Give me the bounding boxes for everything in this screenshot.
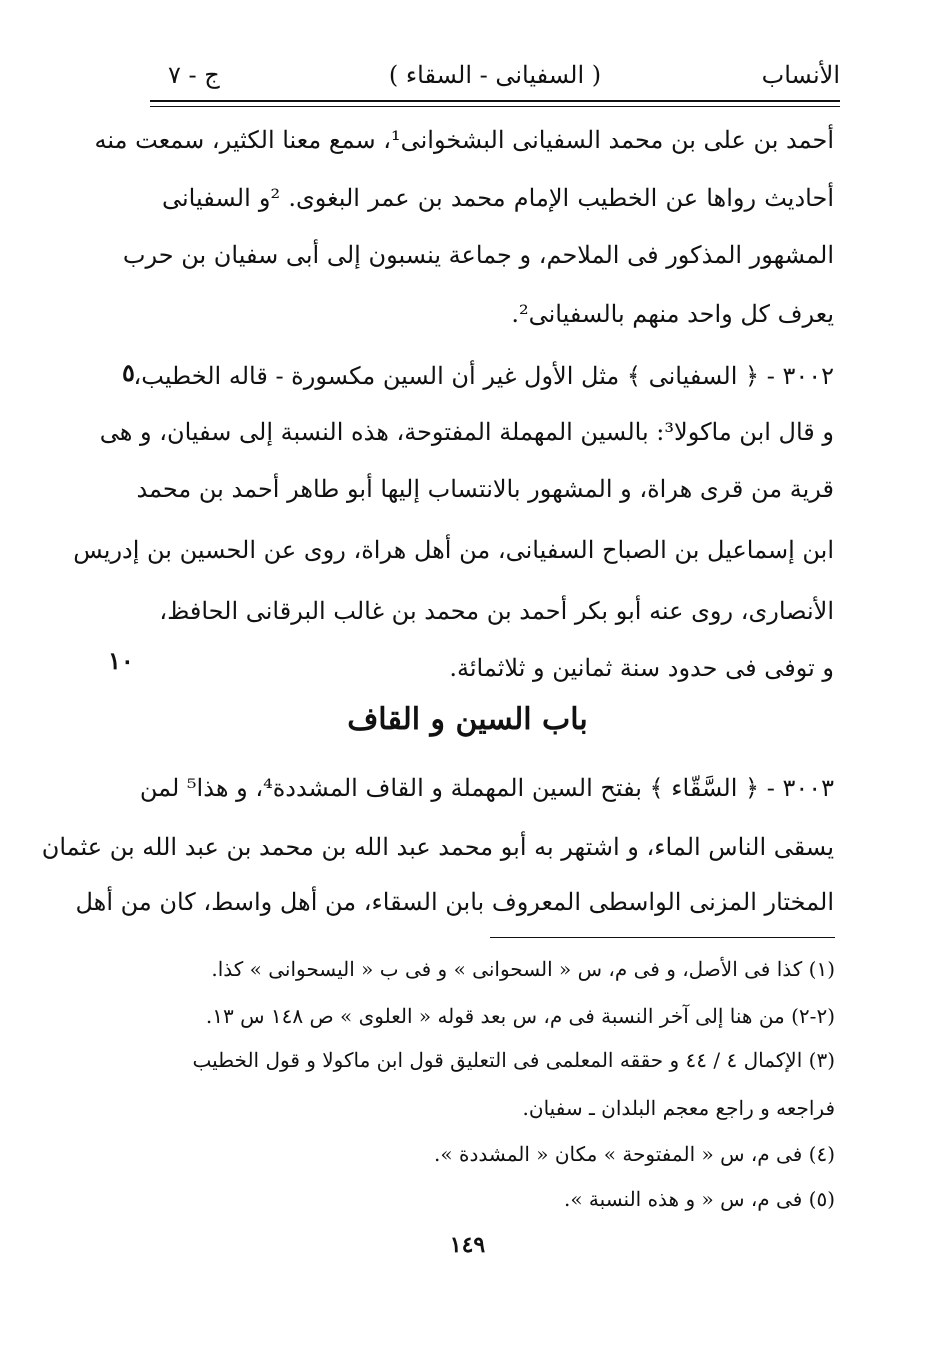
text-line: قرية من قرى هراة، و المشهور بالانتساب إليها أبو طاهر أحمد بن محمد bbox=[136, 475, 834, 503]
text-line: المشهور المذكور فى الملاحم، و جماعة ينسبون إلى أبى سفيان بن حرب bbox=[122, 241, 834, 269]
text-line: و قال ابن ماكولا³: بالسين المهملة المفتوحة، هذه النسبة إلى سفيان، و هى bbox=[99, 418, 834, 446]
header-section-title: ( السفيانى - السقاء ) bbox=[388, 61, 602, 89]
header-volume: ج - ٧ bbox=[168, 61, 220, 89]
text-line: الأنصارى، روى عنه أبو بكر أحمد بن محمد بن غالب البرقانى الحافظ، bbox=[159, 597, 834, 625]
footnote-rule bbox=[490, 937, 835, 938]
footnote: (٤) فى م، س « المفتوحة » مكان « المشددة ». bbox=[434, 1142, 835, 1166]
running-header bbox=[150, 58, 840, 98]
text-line: يعرف كل واحد منهم بالسفيانى². bbox=[511, 300, 834, 328]
header-rule bbox=[150, 100, 840, 107]
footnote: (٣) الإكمال ٤ / ٤٤ و حققه المعلمى فى التعليق قول ابن ماكولا و قول الخطيب bbox=[192, 1048, 835, 1072]
text-line: أحاديث رواها عن الخطيب الإمام محمد بن عمر البغوى. ²و السفيانى bbox=[162, 184, 834, 212]
entry-line-3003: ٣٠٠٣ - ﴿ السَّقّاء ﴾ بفتح السين المهملة و القاف المشددة⁴، و هذا⁵ لمن bbox=[139, 774, 834, 802]
entry-line-3002: ٣٠٠٢ - ﴿ السفيانى ﴾ مثل الأول غير أن السين مكسورة - قاله الخطيب، bbox=[133, 362, 834, 390]
text-line: أحمد بن على بن محمد السفيانى البشخوانى¹، سمع معنا الكثير، سمعت منه bbox=[94, 126, 834, 154]
text-line: ابن إسماعيل بن الصباح السفيانى، من أهل هراة، روى عن الحسين بن إدريس bbox=[73, 536, 834, 564]
footnote: (١) كذا فى الأصل، و فى م، س « السحوانى » و فى ب « اليسحوانى » كذا. bbox=[211, 957, 835, 981]
chapter-heading: باب السين و القاف bbox=[347, 702, 588, 737]
footnote: فراجعه و راجع معجم البلدان ـ سفيان. bbox=[522, 1096, 835, 1120]
text-line: يسقى الناس الماء، و اشتهر به أبو محمد عبد الله بن محمد بن عبد الله بن عثمان bbox=[41, 833, 834, 861]
margin-line-number: ٥ bbox=[122, 358, 135, 387]
footnote: (٢-٢) من هنا إلى آخر النسبة فى م، س بعد قوله « العلوى » ص ١٤٨ س ١٣. bbox=[205, 1004, 835, 1028]
page-number: ١٤٩ bbox=[449, 1232, 486, 1258]
footnote: (٥) فى م، س « و هذه النسبة ». bbox=[563, 1187, 835, 1211]
text-line: المختار المزنى الواسطى المعروف بابن السقاء، من أهل واسط، كان من أهل bbox=[75, 888, 834, 916]
header-book-title: الأنساب bbox=[761, 61, 840, 89]
text-line: و توفى فى حدود سنة ثمانين و ثلاثمائة. bbox=[449, 654, 834, 682]
margin-line-number: ١٠ bbox=[108, 646, 134, 675]
